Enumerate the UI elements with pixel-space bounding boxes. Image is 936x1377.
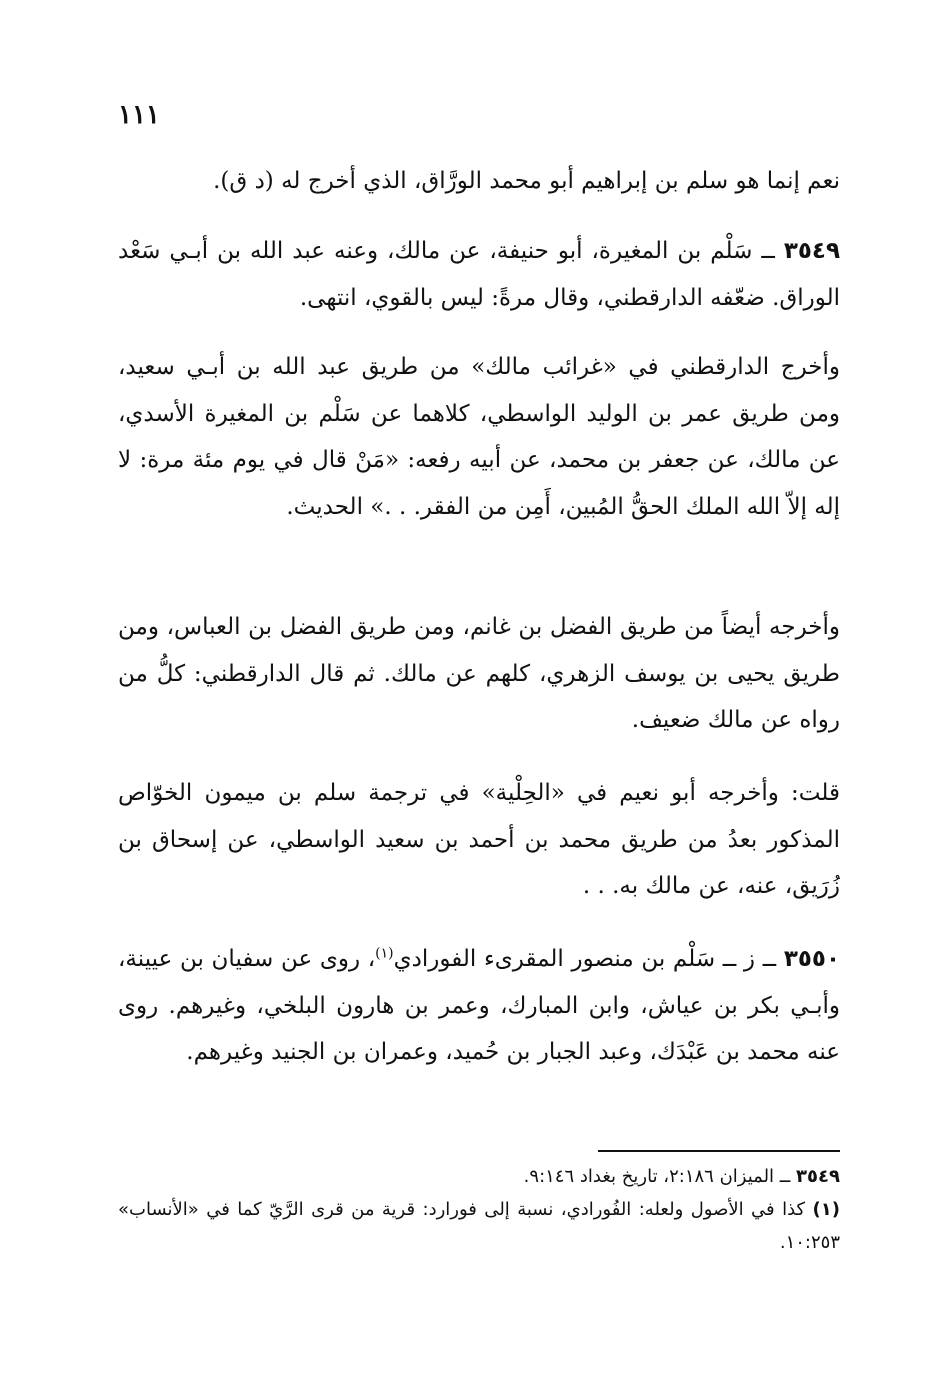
entry-number: ٣٥٥٠ <box>783 946 840 972</box>
footnote-1 <box>118 1193 840 1259</box>
entry-text-a: ــ ز ــ سَلْم بن منصور المقرىء الفورادي <box>393 946 784 972</box>
paragraph-continuation: نعم إنما هو سلم بن إبراهيم أبو محمد الورَّاق، الذي أخرج له (د ق). <box>213 168 840 194</box>
footnote-number: (١) <box>812 1199 840 1220</box>
page-number: ١١١ <box>118 100 160 130</box>
entry-3549 <box>118 228 840 321</box>
paragraph-also: وأخرجه أيضاً من طريق الفضل بن غانم، ومن طريق الفضل بن العباس، ومن طريق يحيى بن يوسف الزهري، كلهم عن مالك. ثم قال الدارقطني: كلُّ من رواه عن مالك ضعيف. <box>118 614 840 733</box>
paragraph-qultu: قلت: وأخرجه أبو نعيم في «الحِلْية» في ترجمة سلم بن ميمون الخوّاص المذكور بعدُ من طريق محمد بن أحمد بن سعيد الواسطي، عن إسحاق بن زُرَيق، عنه، عن مالك به. . . <box>118 780 840 899</box>
entry-text-b: ، روى عن سفيان بن عيينة، وأبـي بكر بن عياش، وابن المبارك، وعمر بن هارون البلخي، وغيرهم. روى عنه محمد بن عَبْدَك، وعبد الجبار بن حُميد، وعمران بن الجنيد وغيرهم. <box>118 946 840 1065</box>
entry-3550 <box>118 936 840 1076</box>
entry-number: ٣٥٤٩ <box>783 238 840 264</box>
footnote-entry-number: ٣٥٤٩ <box>796 1166 840 1187</box>
footnotes <box>118 1160 840 1259</box>
footnote-divider <box>598 1150 840 1152</box>
footnote-source <box>118 1160 840 1193</box>
paragraph-daraqutni: وأخرج الدارقطني في «غرائب مالك» من طريق عبد الله بن أبـي سعيد، ومن طريق عمر بن الوليد الواسطي، كلاهما عن سَلْم بن المغيرة الأسدي، عن مالك، عن جعفر بن محمد، عن أبيه رفعه: «مَنْ قال في يوم مئة مرة: لا إله إلاّ الله الملك الحقُّ المُبين، أَمِن من الفقر. . .» الحديث. <box>118 354 840 520</box>
footnote-source-text: ــ الميزان ٢:١٨٦، تاريخ بغداد ٩:١٤٦. <box>523 1166 797 1187</box>
entry-text: ــ سَلْم بن المغيرة، أبو حنيفة، عن مالك، وعنه عبد الله بن أبـي سَعْد الوراق. ضعّفه الدارقطني، وقال مرةً: ليس بالقوي، انتهى. <box>118 238 840 311</box>
footnote-marker: (١) <box>375 945 394 962</box>
footnote-text: كذا في الأصول ولعله: الفُورادي، نسبة إلى فورارد: قرية من قرى الرَّيّ كما في «الأنساب» ١٠:٢٥٣. <box>118 1199 840 1253</box>
